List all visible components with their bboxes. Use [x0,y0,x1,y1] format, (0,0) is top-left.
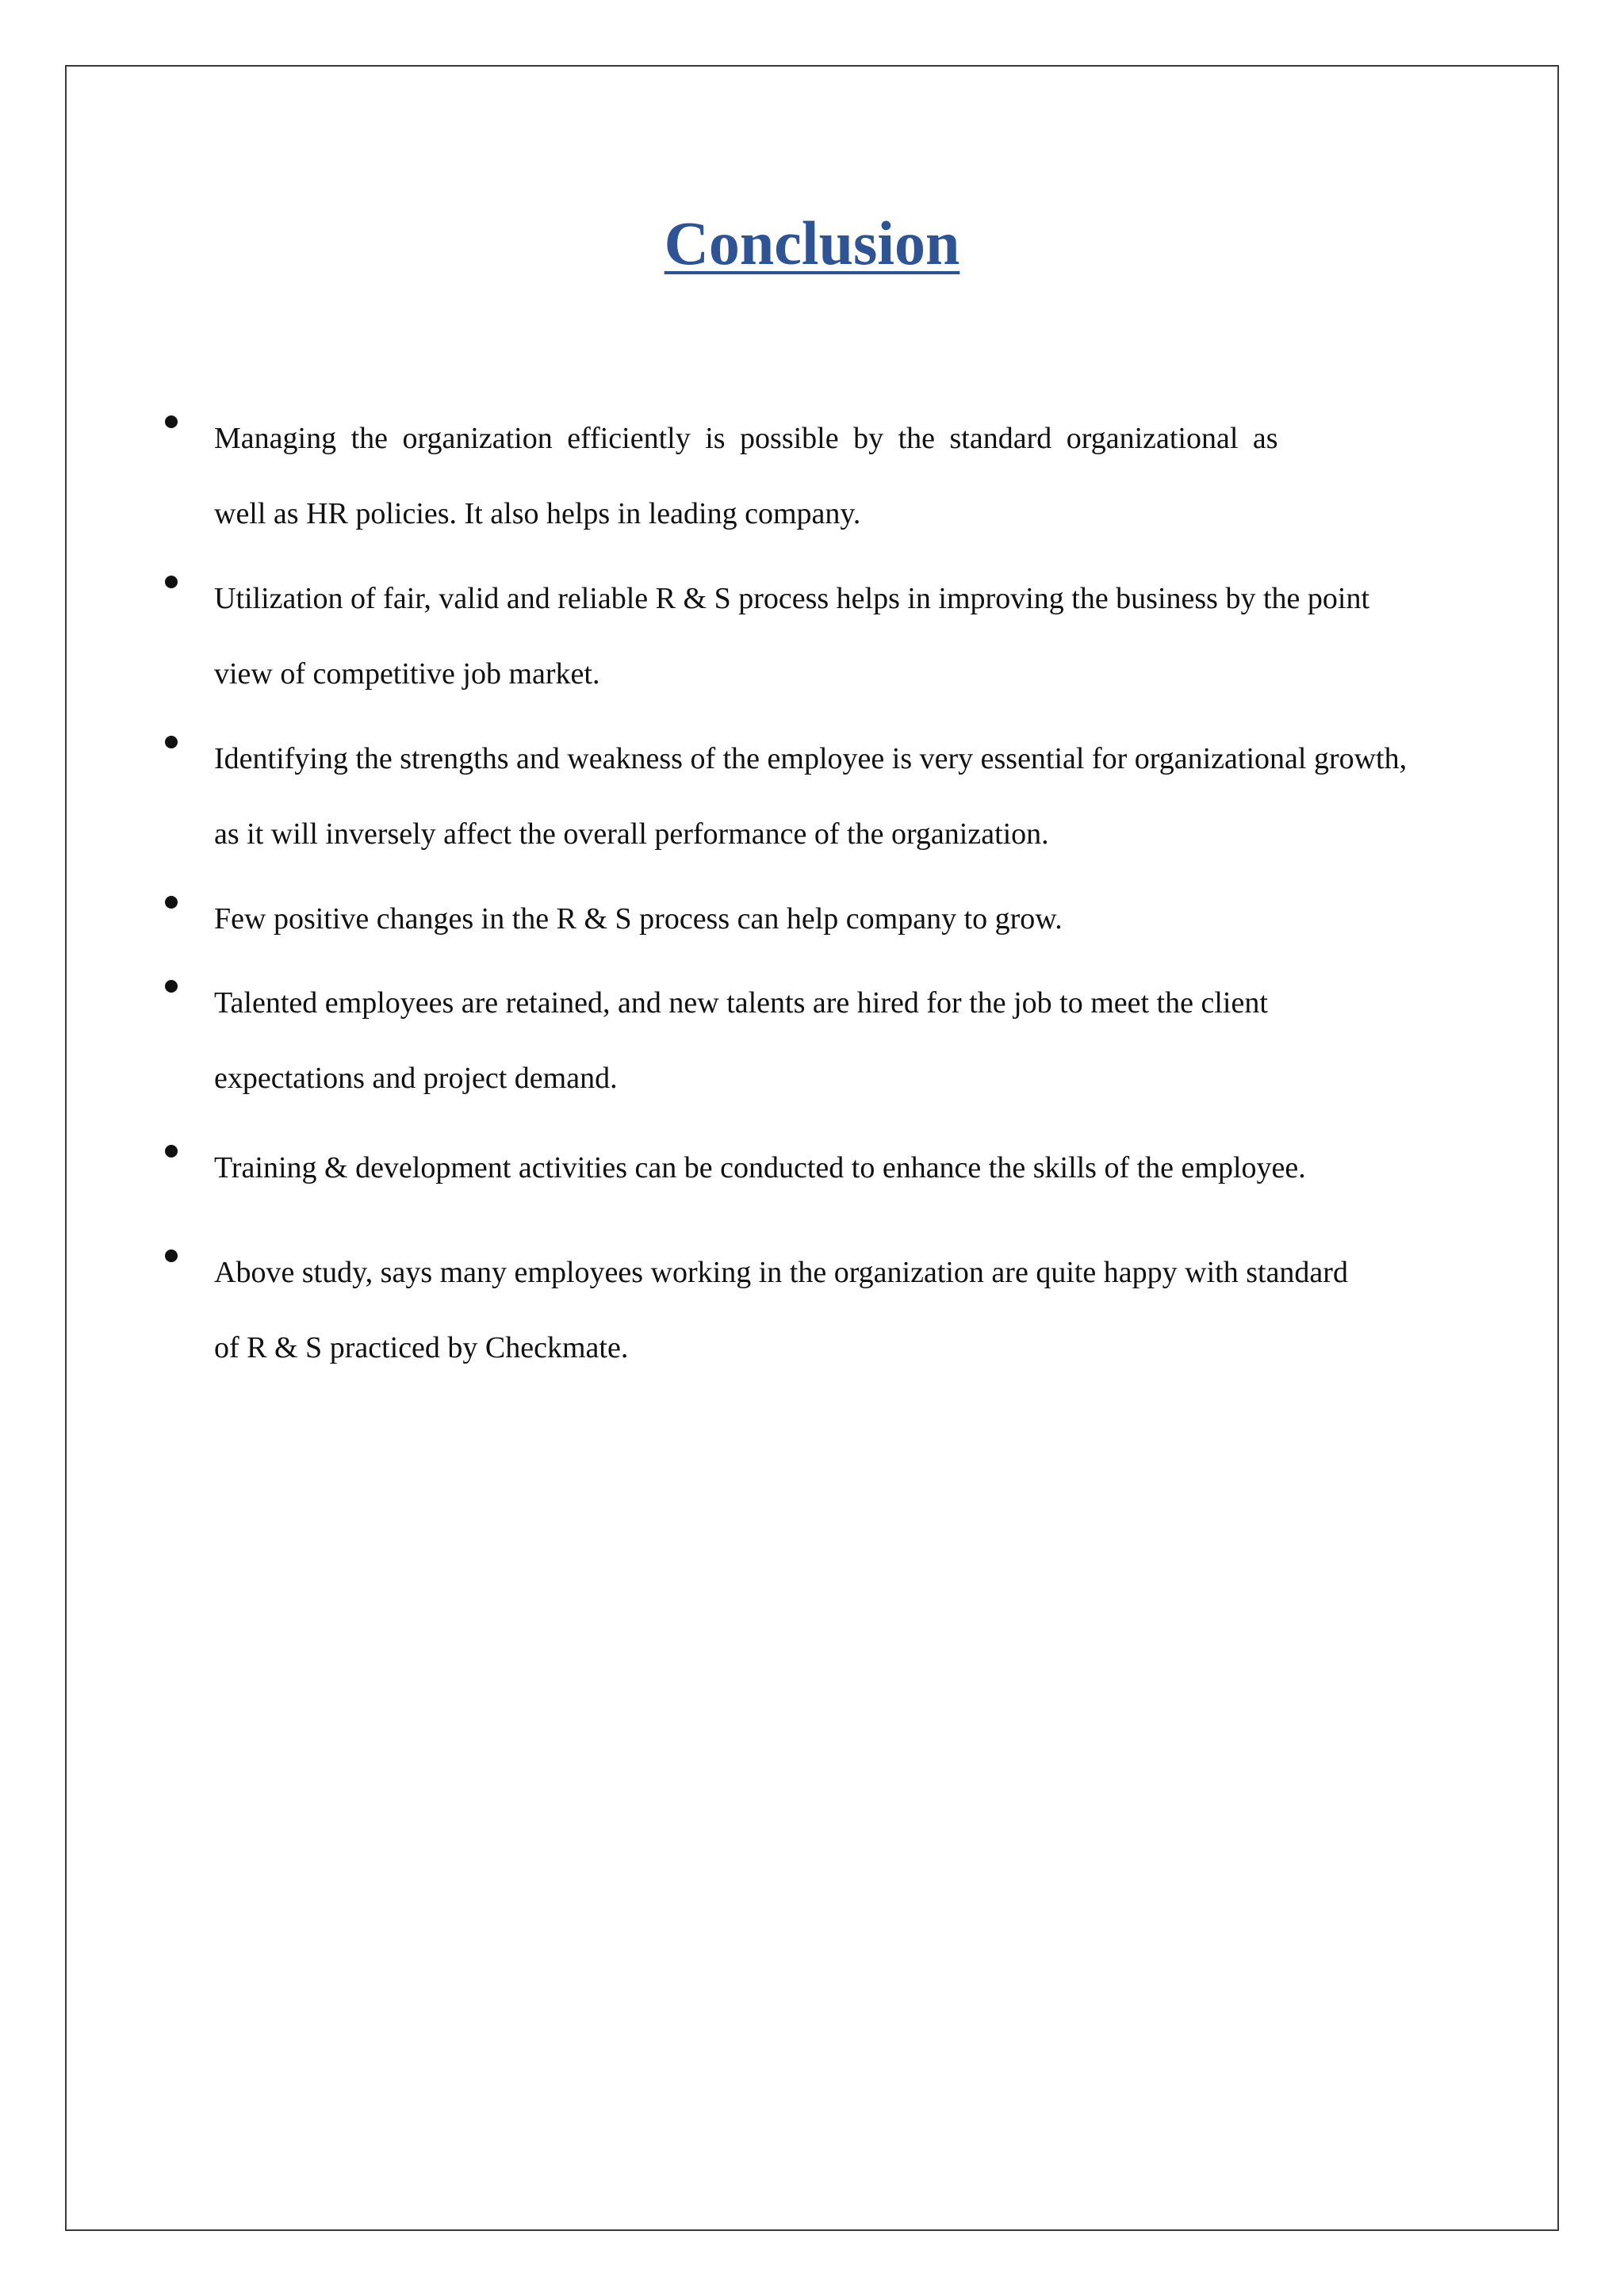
bullet-line: Identifying the strengths and weakness of the employee is very essential for organizational growth, [214,742,1408,775]
bullet-text [214,882,1530,957]
bullet-line: Few positive changes in the R & S process can help company to grow. [214,902,1063,936]
bullet-dot-icon [165,980,178,993]
bullet-text [214,1131,1530,1206]
bullet-dot-icon [165,415,178,428]
bullet-text [214,401,1530,552]
bullet-line: Talented employees are retained, and new talents are hired for the job to meet the client [214,986,1268,1020]
bullet-dot-icon [165,896,178,909]
bullet-line: Training & development activities can be conducted to enhance the skills of the employee. [214,1151,1306,1184]
bullet-line: of R & S practiced by Checkmate. [214,1331,629,1364]
bullet-line: as it will inversely affect the overall performance of the organization. [214,817,1049,851]
bullet-text [214,561,1530,712]
bullet-line: Utilization of fair, valid and reliable R & S process helps in improving the business by the point [214,582,1370,615]
bullet-line: well as HR policies. It also helps in leading company. [214,497,861,530]
bullet-line: view of competitive job market. [214,657,600,691]
page-title: Conclusion [664,209,960,277]
bullet-dot-icon [165,576,178,588]
bullet-line: expectations and project demand. [214,1062,618,1095]
bullet-text [214,721,1530,872]
bullet-dot-icon [165,736,178,748]
bullet-dot-icon [165,1145,178,1158]
bullet-text [214,1235,1530,1386]
bullet-line: Managing the organization efficiently is possible by the standard organizational as [214,422,1278,455]
bullet-line: Above study, says many employees working in the organization are quite happy with standard [214,1256,1348,1289]
bullet-text [214,966,1530,1116]
bullet-dot-icon [165,1249,178,1262]
